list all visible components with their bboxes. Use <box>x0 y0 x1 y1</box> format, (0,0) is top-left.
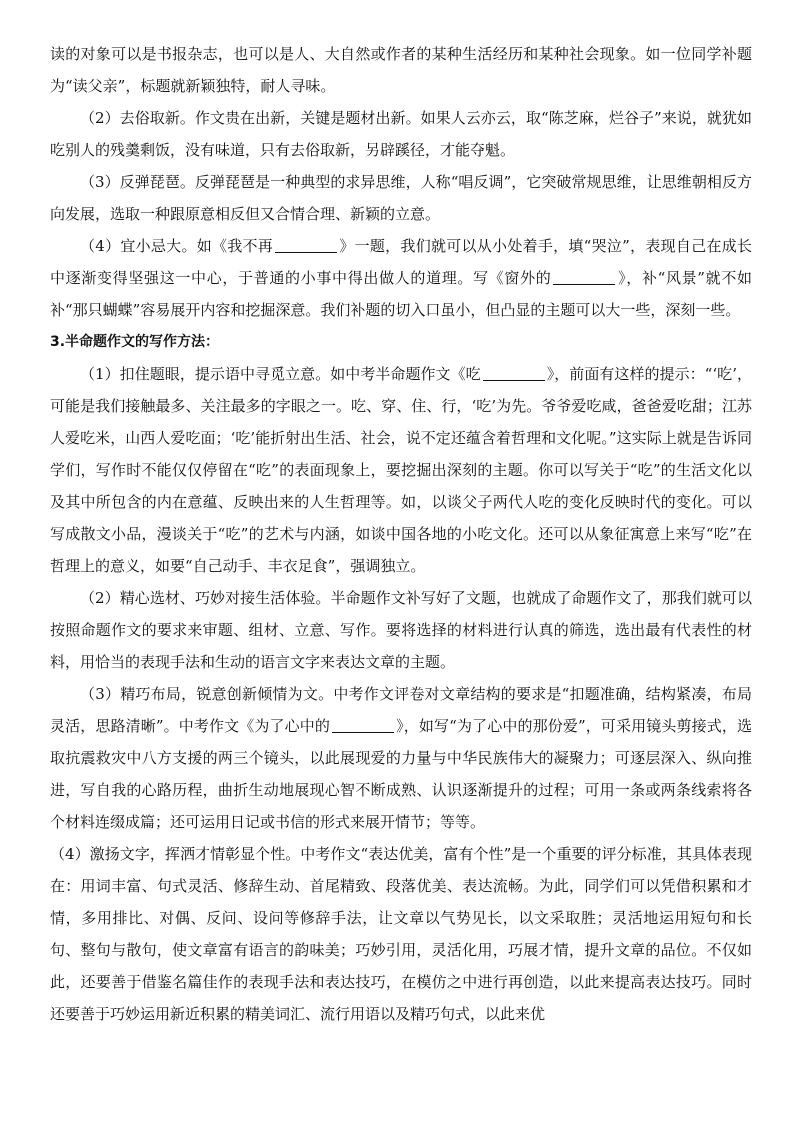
paragraph-expression: （4）激扬文字，挥洒才情彰显个性。中考作文“表达优美，富有个性”是一个重要的评分标准，其具体表现在：用词丰富、句式灵活、修辞生动、首尾精致、段落优美、表达流畅。为此，同学们可以凭借积累和才情，多用排比、对偶、反问、设问等修辞手法，让文章以气势见长，以文采取胜；灵活地运用短句和长句、整句与散句，使文章富有语言的韵味美；巧妙引用，灵活化用，巧展才情，提升文章的品位。不仅如此，还要善于借鉴名篇佳作的表现手法和表达技巧，在模仿之中进行再创造，以此来提高表达技巧。同时还要善于巧妙运用新近积累的精美词汇、流行用语以及精巧句式，以此来优 <box>50 845 752 1023</box>
document-page <box>50 38 752 1030</box>
paragraph-small-topic <box>50 230 752 326</box>
fill-blank <box>553 266 615 285</box>
paragraph-layout <box>50 678 752 838</box>
paragraph-topic-eye <box>50 358 752 582</box>
text-segment: 》，如写“为了心中的那份爱”，可采用镜头剪接式，选取抗震救灾中八方支援的两三个镜头，以此展现爱的力量与中华民族伟大的凝聚力；可逐层深入、纵向推进，写自我的心路历程，曲折生动地展现心智不断成熟、认识逐渐提升的过程；可用一条或两条线索将各个材料连缀成篇；还可运用日记或书信的形式来展开情节；等等。 <box>50 717 753 831</box>
paragraph-reverse-thinking: （3）反弹琵琶。反弹琵琶是一种典型的求异思维，人称“唱反调”，它突破常规思维，让思维朝相反方向发展，选取一种跟原意相反但又合情合理、新颖的立意。 <box>50 173 752 223</box>
paragraph-material-selection: （2）精心选材、巧妙对接生活体验。半命题作文补写好了文题，也就成了命题作文了，那我们就可以按照命题作文的要求来审题、组材、立意、写作。要将选择的材料进行认真的筛选，选出最有代表性的材料，用恰当的表现手法和生动的语言文字来表达文章的主题。 <box>50 589 752 671</box>
fill-blank <box>275 234 337 253</box>
text-segment: 》，补“风景”就不如补“那只蝴蝶”容易展开内容和挖掘深意。我们补题的切入口虽小，但凸显的主题可以大一些，深刻一些。 <box>50 269 752 319</box>
section-heading: 3.半命题作文的写作方法： <box>50 334 220 350</box>
text-segment: （1）扣住题眼，提示语中寻觅立意。如中考半命题作文《吃 <box>80 365 481 383</box>
paragraph-avoid-vulgar: （2）去俗取新。作文贵在出新，关键是题材出新。如果人云亦云，取“陈芝麻，烂谷子”来说，就犹如吃别人的残羹剩饭，没有味道，只有去俗取新，另辟蹊径，才能夺魁。 <box>50 109 752 159</box>
paragraph-reading-objects: 读的对象可以是书报杂志，也可以是人、大自然或作者的某种生活经历和某种社会现象。如一位同学补题为“读父亲”，标题就新颖独特，耐人寻味。 <box>50 45 752 95</box>
text-segment: （3）精巧布局，锐意创新倾情为文。中考作文评卷对文章结构的要求是“扣题准确，结构紧凑，布局灵活，思路清晰”。中考作文《为了心中的 <box>50 685 752 735</box>
text-segment: （4）宜小忌大。如《我不再 <box>80 237 274 255</box>
fill-blank <box>332 714 394 733</box>
fill-blank <box>483 362 545 381</box>
text-segment: 》，前面有这样的提示：“‘吃’，可能是我们接触最多、关注最多的字眼之一。吃、穿、住、行，‘吃’为先。爷爷爱吃咸，爸爸爱吃甜；江苏人爱吃米，山西人爱吃面；‘吃’能折射出生活、社会，说不定还蕴含着哲理和文化呢。”这实际上就是告诉同学们，写作时不能仅仅停留在“吃”的表面现象上，要挖掘出深刻的主题。你可以写关于“吃”的生活文化以及其中所包含的内在意蕴、反映出来的人生哲理等。如，以谈父子两代人吃的变化反映时代的变化。可以写成散文小品，漫谈关于“吃”的艺术与内涵，如谈中国各地的小吃文化。还可以从象征寓意上来写“吃”在哲理上的意义，如要“自己动手、丰衣足食”，强调独立。 <box>50 365 752 575</box>
text-segment: 》一题，我们就可以从小处着手，填“哭泣”，表现自己在成长中逐渐变得坚强这一中心，于普通的小事中得出做人的道理。写《窗外的 <box>50 237 753 287</box>
